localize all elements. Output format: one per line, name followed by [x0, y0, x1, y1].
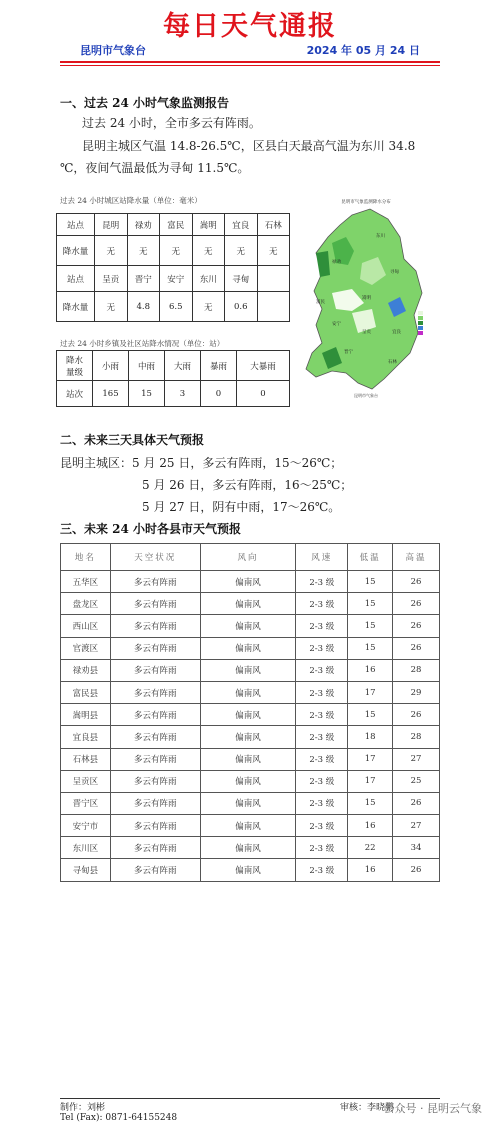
- table-cell: 宜良: [225, 214, 258, 236]
- table-cell: 偏南风: [200, 637, 296, 659]
- table-cell: 站点: [57, 266, 95, 292]
- table-cell: 16: [348, 859, 393, 881]
- table-cell: 2-3 级: [296, 593, 348, 615]
- section1-line1: 过去 24 小时，全市多云有阵雨。: [82, 116, 261, 130]
- table-cell: 27: [393, 748, 440, 770]
- table-cell: 26: [393, 571, 440, 593]
- table-row: [61, 748, 440, 770]
- table-cell: 2-3 级: [296, 726, 348, 748]
- table-cell: 小雨: [93, 351, 129, 381]
- table-cell: 17: [348, 748, 393, 770]
- table-cell: 15: [348, 571, 393, 593]
- table-cell: 降水量: [57, 236, 95, 266]
- table-cell: 17: [348, 681, 393, 703]
- table-cell: 2-3 级: [296, 837, 348, 859]
- table-cell: 25: [393, 770, 440, 792]
- table-cell: 无: [127, 236, 160, 266]
- map-footer: 昆明市气象台: [354, 393, 378, 398]
- rain-table-stations: [56, 350, 290, 407]
- map-label: 宜良: [392, 330, 401, 335]
- map-label: 富民: [316, 300, 325, 305]
- table-cell: 无: [225, 236, 258, 266]
- table-cell: 官渡区: [61, 637, 111, 659]
- county-forecast-table: [60, 543, 440, 882]
- map-legend: [418, 311, 423, 335]
- table-cell: 晋宁区: [61, 792, 111, 814]
- table-cell: 安宁市: [61, 815, 111, 837]
- table-cell: 15: [348, 792, 393, 814]
- map-label: 安宁: [332, 322, 341, 327]
- table-cell: 2-3 级: [296, 571, 348, 593]
- table-cell: 西山区: [61, 615, 111, 637]
- table-row: [57, 292, 290, 322]
- map-label: 禄劝: [332, 260, 341, 265]
- table-row: [57, 266, 290, 292]
- table-cell: 28: [393, 726, 440, 748]
- table-row: [61, 815, 440, 837]
- table-cell: 多云有阵雨: [110, 615, 200, 637]
- table-cell: 偏南风: [200, 748, 296, 770]
- table-cell: 盘龙区: [61, 593, 111, 615]
- table-row: [61, 615, 440, 637]
- column-header: 风向: [200, 544, 296, 571]
- map-label: 嵩明: [362, 296, 371, 301]
- table-cell: 昆明: [95, 214, 128, 236]
- watermark: 公众号 · 昆明云气象: [383, 1102, 482, 1115]
- table-cell: 无: [192, 236, 225, 266]
- table-cell: 多云有阵雨: [110, 815, 200, 837]
- table-cell: 寻甸县: [61, 859, 111, 881]
- table-cell: 18: [348, 726, 393, 748]
- table-cell: 15: [129, 381, 165, 407]
- column-header: 低温: [348, 544, 393, 571]
- section1-line2: 昆明主城区气温 14.8-26.5℃，区县白天最高气温为东川 34.8: [82, 139, 416, 153]
- table-cell: 嵩明县: [61, 704, 111, 726]
- table-cell: 无: [192, 292, 225, 322]
- table-cell: 26: [393, 615, 440, 637]
- table-cell: 2-3 级: [296, 659, 348, 681]
- table-cell: 26: [393, 704, 440, 726]
- table-cell: 26: [393, 593, 440, 615]
- table-cell: 26: [393, 637, 440, 659]
- table-cell: 多云有阵雨: [110, 792, 200, 814]
- tel-fax: Tel (Fax): 0871-64155248: [60, 1113, 178, 1123]
- table-cell: 多云有阵雨: [110, 770, 200, 792]
- table-cell: 大暴雨: [237, 351, 290, 381]
- table-row: [61, 704, 440, 726]
- table-row: [61, 681, 440, 703]
- table-cell: 宜良县: [61, 726, 111, 748]
- column-header: 地名: [61, 544, 111, 571]
- table-cell: 多云有阵雨: [110, 681, 200, 703]
- table-cell: 无: [95, 292, 128, 322]
- table-header-row: [61, 544, 440, 571]
- table-cell: 多云有阵雨: [110, 637, 200, 659]
- footer-divider: [60, 1098, 440, 1099]
- rain-table1-caption: 过去 24 小时城区站降水量（单位：毫米）: [60, 196, 202, 205]
- table-cell: 2-3 级: [296, 859, 348, 881]
- table-cell: 偏南风: [200, 726, 296, 748]
- table-cell: 偏南风: [200, 770, 296, 792]
- table-cell: 多云有阵雨: [110, 859, 200, 881]
- rainfall-map: [292, 193, 440, 403]
- table-cell: 多云有阵雨: [110, 726, 200, 748]
- table-cell: 34: [393, 837, 440, 859]
- table-cell: 富民县: [61, 681, 111, 703]
- table-cell: 禄劝县: [61, 659, 111, 681]
- table-cell: 15: [348, 615, 393, 637]
- table-cell: [257, 292, 290, 322]
- section2-line3: 5 月 27 日，阴有中雨，17～26℃。: [142, 500, 341, 514]
- table-cell: 27: [393, 815, 440, 837]
- table-cell: 2-3 级: [296, 770, 348, 792]
- table-cell: 多云有阵雨: [110, 704, 200, 726]
- table-cell: 禄劝: [127, 214, 160, 236]
- table-cell: 五华区: [61, 571, 111, 593]
- map-label: 东川: [376, 234, 385, 239]
- table-cell: 站次: [57, 381, 93, 407]
- table-cell: 石林县: [61, 748, 111, 770]
- table-cell: 无: [95, 236, 128, 266]
- table-cell: 2-3 级: [296, 637, 348, 659]
- table-cell: 呈贡: [95, 266, 128, 292]
- table-cell: 2-3 级: [296, 704, 348, 726]
- table-cell: 偏南风: [200, 593, 296, 615]
- table-cell: 偏南风: [200, 571, 296, 593]
- section1-line3: ℃，夜间气温最低为寻甸 11.5℃。: [60, 161, 250, 175]
- table-cell: 多云有阵雨: [110, 593, 200, 615]
- column-header: 天空状况: [110, 544, 200, 571]
- table-row: [61, 659, 440, 681]
- table-cell: 多云有阵雨: [110, 837, 200, 859]
- map-title: 昆明市气象监测降水分布: [341, 200, 391, 205]
- table-cell: 降水量级: [57, 351, 93, 381]
- table-cell: 多云有阵雨: [110, 659, 200, 681]
- table-row: [61, 571, 440, 593]
- reviewer: 审核：李晓鹏: [340, 1103, 395, 1113]
- table-cell: 15: [348, 593, 393, 615]
- table-row: [61, 859, 440, 881]
- section2-line1: 昆明主城区：5 月 25 日，多云有阵雨，15～26℃；: [60, 456, 343, 470]
- table-cell: 暴雨: [201, 351, 237, 381]
- table-row: [61, 837, 440, 859]
- table-cell: 0.6: [225, 292, 258, 322]
- table-cell: 偏南风: [200, 837, 296, 859]
- table-cell: 富民: [160, 214, 193, 236]
- table-cell: 中雨: [129, 351, 165, 381]
- column-header: 风速: [296, 544, 348, 571]
- table-cell: 降水量: [57, 292, 95, 322]
- header-divider-thin: [60, 65, 440, 66]
- table-row: [57, 214, 290, 236]
- table-cell: 无: [257, 236, 290, 266]
- map-label: 呈贡: [362, 330, 371, 335]
- table-row: [57, 351, 290, 381]
- map-rain-patch: [316, 251, 330, 277]
- map-label: 晋宁: [344, 350, 353, 355]
- table-cell: 16: [348, 659, 393, 681]
- table-cell: 站点: [57, 214, 95, 236]
- table-row: [57, 236, 290, 266]
- agency-name: 昆明市气象台: [80, 44, 146, 57]
- table-cell: 0: [237, 381, 290, 407]
- header-divider-thick: [60, 61, 440, 63]
- table-cell: 偏南风: [200, 859, 296, 881]
- column-header: 高温: [393, 544, 440, 571]
- section1-title: 一、过去 24 小时气象监测报告: [60, 96, 230, 110]
- table-cell: 无: [160, 236, 193, 266]
- table-cell: 15: [348, 637, 393, 659]
- table-cell: 晋宁: [127, 266, 160, 292]
- table-cell: 偏南风: [200, 615, 296, 637]
- table-cell: 呈贡区: [61, 770, 111, 792]
- table-cell: 28: [393, 659, 440, 681]
- table-cell: 3: [165, 381, 201, 407]
- table-row: [61, 593, 440, 615]
- table-cell: 偏南风: [200, 681, 296, 703]
- table-cell: 22: [348, 837, 393, 859]
- forecast-rows: [61, 571, 440, 882]
- table-row: [57, 381, 290, 407]
- table-cell: 偏南风: [200, 704, 296, 726]
- table-cell: 26: [393, 792, 440, 814]
- table-cell: [257, 266, 290, 292]
- table-cell: 2-3 级: [296, 748, 348, 770]
- table-cell: 嵩明: [192, 214, 225, 236]
- table-cell: 29: [393, 681, 440, 703]
- table-cell: 寻甸: [225, 266, 258, 292]
- table-cell: 安宁: [160, 266, 193, 292]
- author: 制作：刘彬: [60, 1103, 106, 1113]
- table-cell: 17: [348, 770, 393, 792]
- map-label: 石林: [388, 360, 397, 365]
- table-cell: 偏南风: [200, 659, 296, 681]
- table-cell: 东川: [192, 266, 225, 292]
- table-row: [61, 792, 440, 814]
- table-cell: 2-3 级: [296, 792, 348, 814]
- table-row: [61, 637, 440, 659]
- table-cell: 东川区: [61, 837, 111, 859]
- table-cell: 2-3 级: [296, 681, 348, 703]
- subheader: [80, 42, 420, 58]
- section2-line2: 5 月 26 日，多云有阵雨，16～25℃；: [142, 478, 353, 492]
- table-cell: 2-3 级: [296, 615, 348, 637]
- table-cell: 165: [93, 381, 129, 407]
- rain-table-urban: [56, 213, 290, 322]
- rain-table2-caption: 过去 24 小时乡镇及社区站降水情况（单位：站）: [60, 339, 225, 348]
- table-cell: 6.5: [160, 292, 193, 322]
- table-cell: 4.8: [127, 292, 160, 322]
- issue-date: 2024 年 05 月 24 日: [306, 44, 420, 57]
- table-row: [61, 726, 440, 748]
- table-cell: 偏南风: [200, 792, 296, 814]
- table-row: [61, 770, 440, 792]
- table-cell: 石林: [257, 214, 290, 236]
- page-title: 每日天气通报: [163, 11, 337, 42]
- table-cell: 多云有阵雨: [110, 748, 200, 770]
- table-cell: 多云有阵雨: [110, 571, 200, 593]
- section2-title: 二、未来三天具体天气预报: [60, 433, 205, 447]
- table-cell: 偏南风: [200, 815, 296, 837]
- map-label: 寻甸: [390, 270, 399, 275]
- table-cell: 0: [201, 381, 237, 407]
- table-cell: 2-3 级: [296, 815, 348, 837]
- table-cell: 大雨: [165, 351, 201, 381]
- table-cell: 15: [348, 704, 393, 726]
- table-cell: 26: [393, 859, 440, 881]
- table-cell: 16: [348, 815, 393, 837]
- section3-title: 三、未来 24 小时各县市天气预报: [60, 522, 242, 536]
